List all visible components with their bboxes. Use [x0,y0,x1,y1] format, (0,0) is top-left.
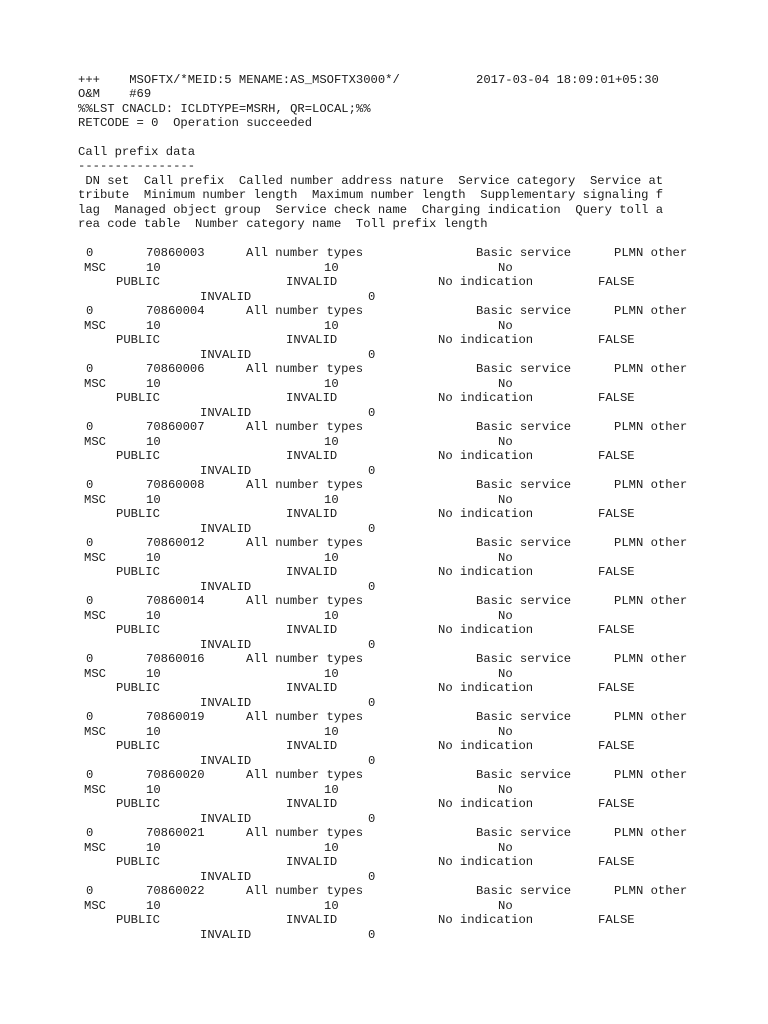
cell-query: FALSE [598,681,635,695]
cell-supp-flag: No [498,434,513,449]
cell-dn-set: 0 [86,420,94,434]
cell-min-len: 10 [146,376,161,391]
cell-attr-a: PLMN other [614,826,688,840]
cell-check: INVALID [286,797,338,811]
cell-prefix: 70860003 [146,246,205,260]
cell-mo-group: PUBLIC [116,681,160,695]
cell-max-len: 10 [324,492,339,507]
cell-category: Basic service [476,884,572,898]
cell-attr-a: PLMN other [614,478,688,492]
cell-category: Basic service [476,594,572,608]
cell-check: INVALID [286,913,338,927]
cell-max-len: 10 [324,666,339,681]
cell-prefix: 70860014 [146,594,205,608]
cell-prefix: 70860022 [146,884,205,898]
cell-dn-set: 0 [86,478,94,492]
cell-mo-group: PUBLIC [116,391,160,405]
cell-mo-group: PUBLIC [116,333,160,347]
cell-num-cat: INVALID [200,811,252,826]
cell-category: Basic service [476,420,572,434]
cell-mo-group: PUBLIC [116,449,160,463]
cell-mo-group: PUBLIC [116,739,160,753]
cell-check: INVALID [286,333,338,347]
cell-supp-flag: No [498,782,513,797]
cell-max-len: 10 [324,434,339,449]
header-line-1: +++ MSOFTX/*MEID:5 MENAME:AS_MSOFTX3000*/ 2017-03-04 18:09:01+05:30 [78,73,659,87]
cell-category: Basic service [476,536,572,550]
cell-check: INVALID [286,449,338,463]
cell-attr-a: PLMN other [614,304,688,318]
cell-prefix: 70860006 [146,362,205,376]
cell-toll-len: 0 [368,579,376,594]
cell-check: INVALID [286,391,338,405]
cell-min-len: 10 [146,550,161,565]
cell-supp-flag: No [498,898,513,913]
cell-category: Basic service [476,304,572,318]
cell-query: FALSE [598,333,635,347]
cell-dn-set: 0 [86,768,94,782]
cell-nature: All number types [246,246,364,260]
cell-mo-group: PUBLIC [116,913,160,927]
cell-mo-group: PUBLIC [116,797,160,811]
cell-num-cat: INVALID [200,753,252,768]
cell-nature: All number types [246,304,364,318]
cell-attr-a: PLMN other [614,768,688,782]
cell-attr-a: PLMN other [614,594,688,608]
cell-dn-set: 0 [86,826,94,840]
cell-check: INVALID [286,623,338,637]
cell-prefix: 70860004 [146,304,205,318]
cell-min-len: 10 [146,840,161,855]
cell-min-len: 10 [146,898,161,913]
cell-min-len: 10 [146,608,161,623]
cell-toll-len: 0 [368,927,376,942]
cell-num-cat: INVALID [200,927,252,942]
cell-toll-len: 0 [368,695,376,710]
column-headers-1: DN set Call prefix Called number address nature Service category Service at [78,174,664,188]
cell-mo-group: PUBLIC [116,623,160,637]
cell-nature: All number types [246,362,364,376]
cell-nature: All number types [246,536,364,550]
column-headers-4: rea code table Number category name Toll prefix length [78,217,488,231]
cell-num-cat: INVALID [200,289,252,304]
cell-category: Basic service [476,652,572,666]
cell-dn-set: 0 [86,362,94,376]
cell-num-cat: INVALID [200,463,252,478]
cell-attr-b: MSC [84,260,106,275]
cell-attr-a: PLMN other [614,420,688,434]
cell-attr-a: PLMN other [614,362,688,376]
cell-max-len: 10 [324,898,339,913]
cell-nature: All number types [246,478,364,492]
cell-max-len: 10 [324,608,339,623]
cell-check: INVALID [286,855,338,869]
cell-dn-set: 0 [86,710,94,724]
cell-check: INVALID [286,681,338,695]
cell-dn-set: 0 [86,884,94,898]
cell-query: FALSE [598,275,635,289]
cell-max-len: 10 [324,840,339,855]
cell-toll-len: 0 [368,869,376,884]
cell-supp-flag: No [498,666,513,681]
cell-charging: No indication [438,391,534,405]
cell-prefix: 70860007 [146,420,205,434]
cell-attr-b: MSC [84,318,106,333]
cell-min-len: 10 [146,260,161,275]
cell-attr-b: MSC [84,724,106,739]
cell-query: FALSE [598,913,635,927]
cell-category: Basic service [476,768,572,782]
header-timestamp: 2017-03-04 18:09:01+05:30 [476,73,659,87]
cell-charging: No indication [438,333,534,347]
cell-min-len: 10 [146,724,161,739]
cell-min-len: 10 [146,492,161,507]
cell-supp-flag: No [498,608,513,623]
cell-check: INVALID [286,565,338,579]
cell-category: Basic service [476,478,572,492]
cell-charging: No indication [438,275,534,289]
cell-nature: All number types [246,594,364,608]
cell-category: Basic service [476,826,572,840]
cell-num-cat: INVALID [200,637,252,652]
section-rule: ---------------- [78,159,196,173]
cell-prefix: 70860021 [146,826,205,840]
cell-attr-a: PLMN other [614,536,688,550]
cell-prefix: 70860020 [146,768,205,782]
cell-category: Basic service [476,362,572,376]
command-line: %%LST CNACLD: ICLDTYPE=MSRH, QR=LOCAL;%% [78,102,371,116]
cell-attr-b: MSC [84,666,106,681]
cell-query: FALSE [598,797,635,811]
cell-toll-len: 0 [368,463,376,478]
column-headers-3: lag Managed object group Service check name Charging indication Query toll a [78,203,664,217]
cell-attr-b: MSC [84,492,106,507]
cell-toll-len: 0 [368,289,376,304]
cell-nature: All number types [246,768,364,782]
cell-max-len: 10 [324,318,339,333]
cell-min-len: 10 [146,318,161,333]
cell-dn-set: 0 [86,246,94,260]
cell-min-len: 10 [146,666,161,681]
cell-supp-flag: No [498,492,513,507]
cell-prefix: 70860019 [146,710,205,724]
cell-toll-len: 0 [368,811,376,826]
cell-supp-flag: No [498,260,513,275]
cell-attr-b: MSC [84,608,106,623]
cell-supp-flag: No [498,840,513,855]
cell-query: FALSE [598,565,635,579]
cell-attr-a: PLMN other [614,710,688,724]
cell-nature: All number types [246,652,364,666]
section-title: Call prefix data [78,145,196,159]
cell-attr-b: MSC [84,434,106,449]
cell-query: FALSE [598,507,635,521]
cell-supp-flag: No [498,550,513,565]
cell-num-cat: INVALID [200,521,252,536]
cell-attr-b: MSC [84,840,106,855]
cell-attr-a: PLMN other [614,246,688,260]
cell-prefix: 70860008 [146,478,205,492]
cell-dn-set: 0 [86,304,94,318]
cell-query: FALSE [598,449,635,463]
cell-prefix: 70860016 [146,652,205,666]
cell-dn-set: 0 [86,536,94,550]
cell-charging: No indication [438,449,534,463]
cell-num-cat: INVALID [200,695,252,710]
cell-attr-b: MSC [84,782,106,797]
cell-charging: No indication [438,623,534,637]
cell-attr-a: PLMN other [614,652,688,666]
cell-charging: No indication [438,565,534,579]
cell-attr-b: MSC [84,376,106,391]
cell-toll-len: 0 [368,347,376,362]
cell-nature: All number types [246,420,364,434]
cell-supp-flag: No [498,724,513,739]
cell-charging: No indication [438,855,534,869]
cell-mo-group: PUBLIC [116,855,160,869]
cell-query: FALSE [598,739,635,753]
cell-dn-set: 0 [86,652,94,666]
cell-max-len: 10 [324,550,339,565]
cell-check: INVALID [286,507,338,521]
cell-attr-b: MSC [84,898,106,913]
header-line-2: O&M #69 [78,87,152,101]
cell-query: FALSE [598,391,635,405]
cell-min-len: 10 [146,782,161,797]
cell-nature: All number types [246,826,364,840]
cell-supp-flag: No [498,376,513,391]
cell-check: INVALID [286,275,338,289]
cell-attr-b: MSC [84,550,106,565]
cell-num-cat: INVALID [200,579,252,594]
cell-num-cat: INVALID [200,347,252,362]
cell-toll-len: 0 [368,405,376,420]
cell-nature: All number types [246,710,364,724]
cell-query: FALSE [598,855,635,869]
cell-num-cat: INVALID [200,405,252,420]
cell-category: Basic service [476,246,572,260]
cell-category: Basic service [476,710,572,724]
cell-num-cat: INVALID [200,869,252,884]
cell-charging: No indication [438,739,534,753]
cell-charging: No indication [438,913,534,927]
cell-charging: No indication [438,681,534,695]
cell-max-len: 10 [324,376,339,391]
cell-max-len: 10 [324,782,339,797]
cell-toll-len: 0 [368,521,376,536]
return-code-line: RETCODE = 0 Operation succeeded [78,116,313,130]
cell-supp-flag: No [498,318,513,333]
cell-max-len: 10 [324,260,339,275]
cell-charging: No indication [438,507,534,521]
cell-check: INVALID [286,739,338,753]
cell-mo-group: PUBLIC [116,565,160,579]
cell-toll-len: 0 [368,637,376,652]
cell-attr-a: PLMN other [614,884,688,898]
cell-query: FALSE [598,623,635,637]
cell-charging: No indication [438,797,534,811]
cell-mo-group: PUBLIC [116,507,160,521]
cell-max-len: 10 [324,724,339,739]
cell-min-len: 10 [146,434,161,449]
cell-nature: All number types [246,884,364,898]
column-headers-2: tribute Minimum number length Maximum number length Supplementary signaling f [78,188,664,202]
cell-mo-group: PUBLIC [116,275,160,289]
cell-dn-set: 0 [86,594,94,608]
cell-prefix: 70860012 [146,536,205,550]
cell-toll-len: 0 [368,753,376,768]
